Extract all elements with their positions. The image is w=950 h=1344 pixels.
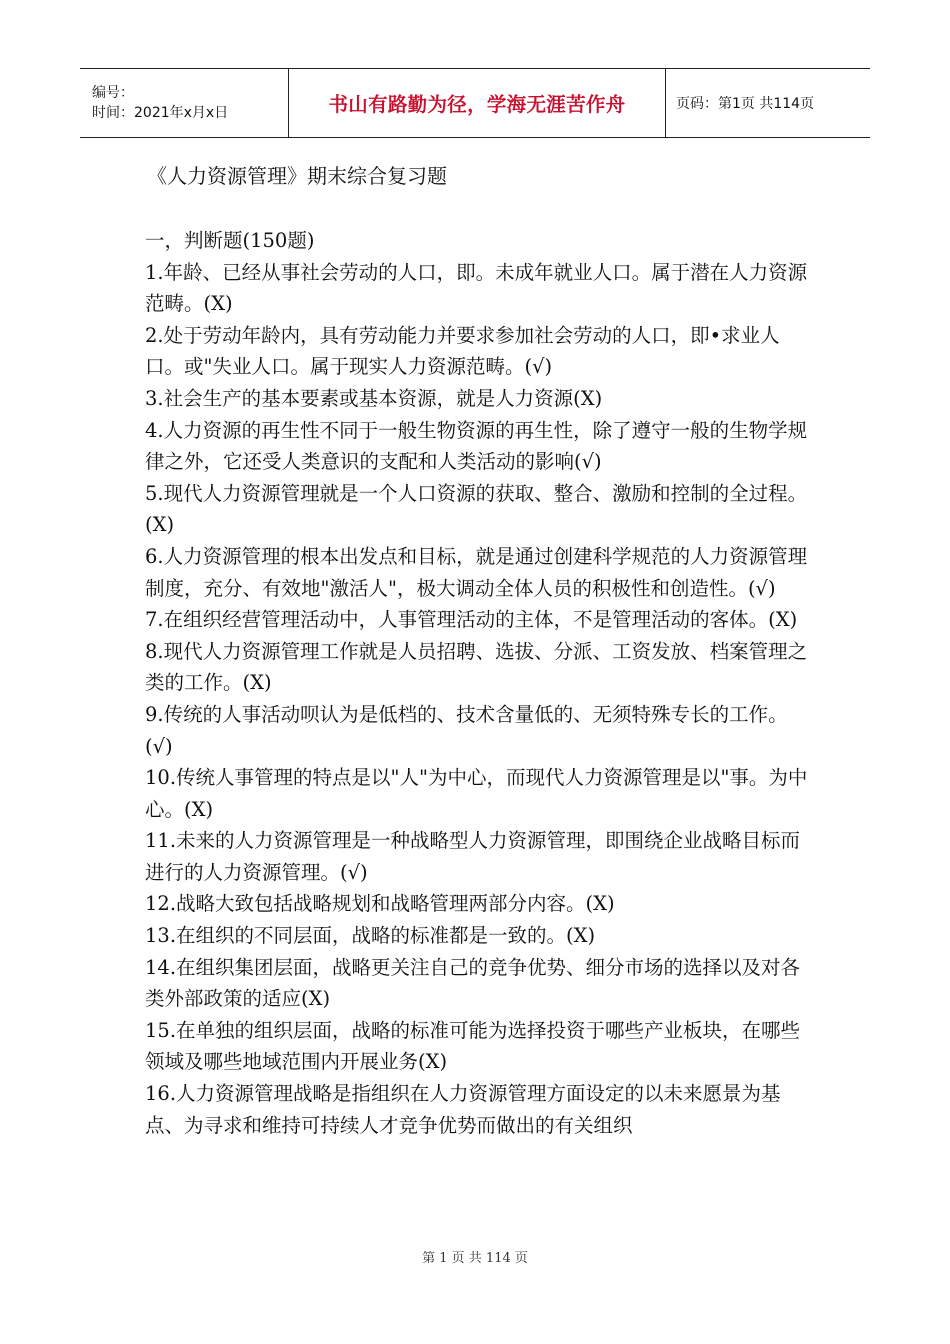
- question-item: 11.未来的人力资源管理是一种战略型人力资源管理，即围绕企业战略目标而进行的人力资源管理。(√): [145, 829, 801, 884]
- question-item: 1.年龄、已经从事社会劳动的人口，即。未成年就业人口。属于潜在人力资源范畴。(X): [145, 260, 808, 316]
- section-heading: 一，判断题(150题): [145, 229, 315, 252]
- question-item: 10.传统人事管理的特点是以"人"为中心，而现代人力资源管理是以"事。为中心。(X): [145, 766, 808, 821]
- page-header: [80, 68, 870, 138]
- question-item: 6.人力资源管理的根本出发点和目标，就是通过创建科学规范的人力资源管理制度，充分、有效地"激活人"，极大调动全体人员的积极性和创造性。(√): [145, 544, 808, 600]
- question-item: 15.在单独的组织层面，战略的标准可能为选择投资于哪些产业板块，在哪些领域及哪些地域范围内开展业务(X): [145, 1018, 801, 1074]
- question-item: 2.处于劳动年龄内，具有劳动能力并要求参加社会劳动的人口，即•求业人口。或"失业人口。属于现实人力资源范畴。(√): [145, 323, 780, 379]
- document-body: [145, 225, 810, 1141]
- page-footer: 第 1 页 共 114 页: [422, 1251, 528, 1266]
- question-item: 14.在组织集团层面，战略更关注自己的竞争优势、细分市场的选择以及对各类外部政策的适应(X): [145, 955, 801, 1011]
- question-item: 7.在组织经营管理活动中，人事管理活动的主体，不是管理活动的客体。(X): [145, 608, 798, 632]
- question-item: 4.人力资源的再生性不同于一般生物资源的再生性，除了遵守一般的生物学规律之外，它还受人类意识的支配和人类活动的影响(√): [145, 418, 808, 474]
- header-meta: [80, 69, 289, 137]
- question-item: 3.社会生产的基本要素或基本资源，就是人力资源(X): [145, 386, 603, 410]
- page-info: 页码：第1页 共114页: [676, 96, 815, 112]
- question-item: 5.现代人力资源管理就是一个人口资源的获取、整合、激励和控制的全过程。(X): [145, 481, 808, 537]
- time-label: 时间：2021年x月x日: [92, 105, 229, 121]
- question-item: 16.人力资源管理战略是指组织在人力资源管理方面设定的以未来愿景为基点、为寻求和维持可持续人才竞争优势而做出的有关组织: [145, 1082, 781, 1137]
- motto-text: 书山有路勤为径，学海无涯苦作舟: [328, 93, 626, 116]
- question-item: 12.战略大致包括战略规划和战略管理两部分内容。(X): [145, 892, 615, 916]
- question-item: 13.在组织的不同层面，战略的标准都是一致的。(X): [145, 924, 596, 948]
- document-title: 《人力资源管理》期末综合复习题: [147, 164, 447, 188]
- header-page-info-cell: [666, 69, 870, 137]
- question-item: 8.现代人力资源管理工作就是人员招聘、选拔、分派、工资发放、档案管理之类的工作。(X): [145, 639, 808, 695]
- header-motto-cell: [289, 69, 666, 137]
- number-label: 编号：: [92, 85, 134, 101]
- question-item: 9.传统的人事活动呗认为是低档的、技术含量低的、无须特殊专长的工作。(√): [145, 702, 788, 758]
